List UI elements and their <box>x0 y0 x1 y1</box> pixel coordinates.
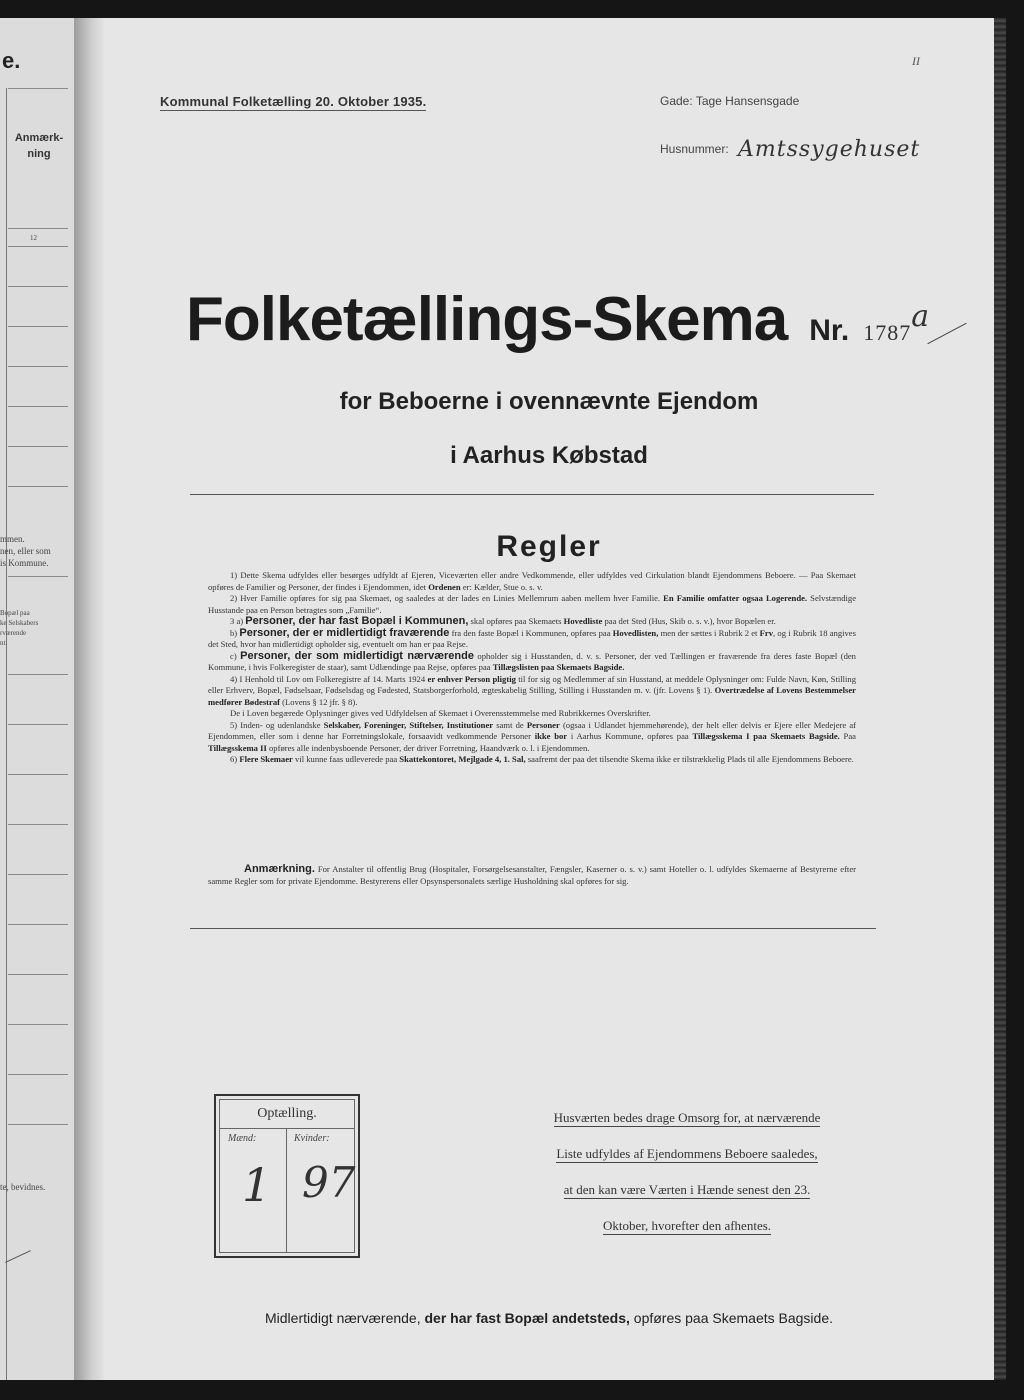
form-number-label: Nr. <box>809 314 850 347</box>
adjacent-heading-fragment: e. <box>2 48 21 73</box>
adjacent-column-label: Anmærk- ning <box>14 132 64 160</box>
women-count: 97 <box>302 1158 356 1207</box>
divider <box>190 494 874 495</box>
adjacent-text: ke Selskabers <box>0 619 39 627</box>
notice-line: at den kan være Værten i Hænde senest den 23. <box>563 1182 811 1197</box>
book-edge <box>994 18 1006 1380</box>
adjacent-rule <box>8 406 68 407</box>
adjacent-rule <box>8 576 68 577</box>
address-block <box>660 94 921 162</box>
rules-text <box>208 570 856 766</box>
adjacent-text: te, bevidnes. <box>0 1182 46 1192</box>
adjacent-rule <box>8 228 68 229</box>
rules-heading: Regler <box>496 530 602 563</box>
count-box-frame <box>219 1099 355 1253</box>
adjacent-rule <box>8 824 68 825</box>
adjacent-text: nt. <box>0 639 8 647</box>
men-label: Mænd: <box>228 1133 257 1144</box>
form-title-main: Folketællings-Skema <box>186 285 788 354</box>
rule-4-note: De i Loven begærede Oplysninger gives ved Udfyldelsen af Skemaet i Overensstemmelse med Rubrikkernes Overskrifter. <box>230 708 651 718</box>
adjacent-rule <box>8 1024 68 1025</box>
adjacent-rule <box>8 724 68 725</box>
pen-stroke <box>927 323 966 345</box>
landlord-notice <box>514 1100 860 1244</box>
men-count: 1 <box>242 1158 272 1212</box>
page-corner-mark: II <box>912 54 920 68</box>
adjacent-rule <box>8 326 68 327</box>
adjacent-text: nen, eller som <box>0 546 51 556</box>
adjacent-pen-mark <box>5 1250 31 1263</box>
count-box <box>214 1094 360 1258</box>
street-row <box>660 94 799 114</box>
adjacent-rule <box>8 486 68 487</box>
house-number-label: Husnummer: <box>660 142 729 156</box>
rule-3c: c) Personer, der som midlertidigt nærværende opholder sig i Husstanden, d. v. s. Personer, der ved Tællingen er fraværende fra deres faste Bopæl (den Kommune, i hvis Folkeregister de staar), samt Udlændinge paa Rejse, opføres paa Tillægslisten paa Skemaets Bagside. <box>208 649 856 672</box>
notice-line: Liste udfyldes af Ejendommens Beboere saaledes, <box>556 1146 818 1161</box>
adjacent-rule <box>8 246 68 247</box>
count-box-rule <box>286 1128 287 1252</box>
census-form-page <box>104 18 994 1380</box>
rule-6: 6) Flere Skemaer vil kunne faas udleverede paa Skattekontoret, Mejlgade 4, 1. Sal, saafremt der paa det tilsendte Skema ikke er tilstrækkelig Plads til alle Ejendommens Beboere. <box>230 754 854 764</box>
remark-label: Anmærkning. <box>244 863 315 875</box>
remark-text: For Anstalter til offentlig Brug (Hospitaler, Forsørgelsesanstalter, Fængsler, Kaserner o. s. v.) samt Hoteller o. l. udfyldes Skemaerne af Bestyrerne efter samme Regler som for private Ejendomme. Bestyrerens eller Opsynspersonalets særlige Husholdning skal opføres for sig. <box>208 864 856 886</box>
adjacent-rule <box>8 446 68 447</box>
adjacent-column-number: 12 <box>30 234 37 242</box>
notice-line: Husværten bedes drage Omsorg for, at nærværende <box>553 1110 821 1125</box>
house-number-row <box>660 134 921 162</box>
adjacent-page-fragment <box>0 18 75 1380</box>
form-number-value: 1787 <box>863 320 912 345</box>
adjacent-rule <box>8 1124 68 1125</box>
form-subtitle: for Beboerne i ovennævnte Ejendom <box>339 388 759 415</box>
footer-note: Midlertidigt nærværende, der har fast Bopæl andetsteds, opføres paa Skemaets Bagside. <box>264 1310 834 1326</box>
form-number-suffix: a <box>911 299 930 334</box>
street-value: Tage Hansensgade <box>695 94 800 108</box>
adjacent-rule <box>8 974 68 975</box>
adjacent-text: is Kommune. <box>0 558 49 568</box>
adjacent-rule <box>8 674 68 675</box>
adjacent-text: rværende <box>0 629 27 637</box>
count-box-title: Optælling. <box>257 1106 317 1121</box>
divider <box>190 928 876 929</box>
adjacent-rule <box>8 924 68 925</box>
adjacent-text: mmen. <box>0 534 25 544</box>
remark-paragraph <box>208 864 856 887</box>
street-label: Gade: <box>660 94 693 108</box>
form-location: i Aarhus Købstad <box>450 442 648 469</box>
adjacent-rule <box>8 366 68 367</box>
notice-line: Oktober, hvorefter den afhentes. <box>602 1218 772 1233</box>
adjacent-rule <box>8 1074 68 1075</box>
women-label: Kvinder: <box>294 1133 330 1144</box>
adjacent-text: Bopæl paa <box>0 609 30 617</box>
adjacent-rule <box>8 286 68 287</box>
form-title <box>186 284 973 355</box>
census-title: Kommunal Folketælling 20. Oktober 1935. <box>160 94 427 109</box>
rule-4: 4) I Henhold til Lov om Folkeregistre af 14. Marts 1924 er enhver Person pligtig til for sig og Medlemmer af sin Husstand, at meddele Oplysninger om: Fulde Navn, Køn, Stilling eller Erhverv, Bopæl, Fødselsaar, Fødselsdag og Fødested, Statsborgerforhold, ægteskabelig Stilling, Stilling i Husstanden m. v. (jfr. Lovens § 1). Overtrædelse af Lovens Bestemmelser medfører Bødestraf (Lovens § 12 jfr. § 8). <box>208 673 856 707</box>
rule-3a: 3 a) Personer, der har fast Bopæl i Kommunen, skal opføres paa Skemaets Hovedliste paa det Sted (Hus, Skib o. s. v.), hvor Bopælen er. <box>230 615 776 627</box>
rule-1: 1) Dette Skema udfyldes eller besørges udfyldt af Ejeren, Viceværten eller andre Vedkommende, eller udfyldes ved Cirkulation blandt Ejendommens Beboere. — Paa Skemaet opføres de Familier og Personer, der findes i Ejendommen, idet Ordenen er: Kælder, Stue o. s. v. <box>208 570 856 592</box>
book-binding <box>74 18 104 1380</box>
rule-3b: b) Personer, der er midlertidigt fraværende fra den faste Bopæl i Kommunen, opføres paa Hovedlisten, men der sættes i Rubrik 2 et Frv, og i Rubrik 18 angives det Sted, hvor han midlertidigt opholder sig, eventuelt om han er paa Rejse. <box>208 626 856 649</box>
adjacent-rule <box>8 774 68 775</box>
rule-2: 2) Hver Familie opføres for sig paa Skemaet, og saaledes at der lades en Linies Mellemrum aaben mellem hver Familie. En Familie omfatter ogsaa Logerende. Selvstændige Husstande paa en Person betragtes som „Familie“. <box>208 593 857 615</box>
house-number-value: Amtssygehuset <box>738 137 921 162</box>
adjacent-rule <box>8 88 68 89</box>
count-box-rule <box>220 1128 354 1129</box>
adjacent-rule <box>8 874 68 875</box>
rule-5: 5) Inden- og udenlandske Selskaber, Foreninger, Stiftelser, Institutioner samt de Personer (ogsaa i Udlandet hjemmehørende), der helt eller delvis er Ejere eller Medejere af Ejendommen, eller som i denne har Forretningslokale, forsaavidt vedkommende Personer ikke bor i Aarhus Kommune, opføres paa Tillægsskema I paa Skemaets Bagside. Paa Tillægsskema II opføres alle indenbysboende Personer, der driver Forretning, Haandværk o. l. i Ejendommen. <box>208 719 857 753</box>
